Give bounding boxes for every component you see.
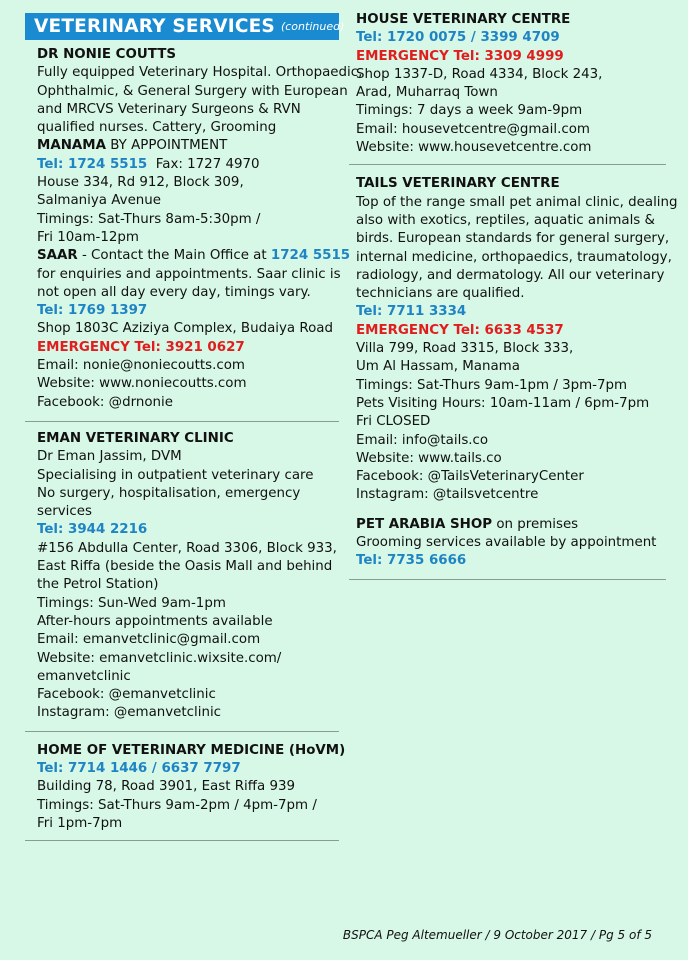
timings-line: Fri 10am-12pm (37, 229, 139, 245)
desc-line: Ophthalmic, & General Surgery with European (37, 83, 348, 99)
emergency-tel[interactable]: EMERGENCY Tel: 6633 4537 (356, 322, 564, 338)
info-line: After-hours appointments available (37, 613, 273, 629)
timings-line: Timings: 7 days a week 9am-9pm (356, 103, 583, 119)
facebook-line[interactable]: Facebook: @emanvetclinic (37, 687, 216, 703)
entry-name: DR NONIE COUTTS (37, 47, 176, 62)
timings-line: Fri 1pm-7pm (37, 815, 123, 831)
manama-line (37, 137, 339, 155)
entry-hovm (25, 742, 346, 833)
desc-line: Top of the range small pet animal clinic, dealing (356, 194, 678, 210)
tel-link[interactable]: Tel: 7735 6666 (356, 553, 467, 569)
info-line: No surgery, hospitalisation, emergency (37, 485, 301, 501)
email-line[interactable]: Email: info@tails.co (356, 432, 489, 448)
entry-name: TAILS VETERINARY CENTRE (356, 176, 560, 192)
right-column (349, 0, 678, 580)
saar-more-line: not open all day every day, timings vary. (37, 284, 311, 300)
desc-line: qualified nurses. Cattery, Grooming (37, 120, 277, 136)
fax-text: Fax: 1727 4970 (147, 156, 260, 172)
desc-line: and MRCVS Veterinary Surgeons & RVN (37, 101, 301, 117)
location-label: MANAMA (37, 138, 106, 154)
address-line: House 334, Rd 912, Block 309, (37, 175, 244, 191)
website-line[interactable]: Website: www.tails.co (356, 450, 502, 466)
website-line[interactable]: Website: www.housevetcentre.com (356, 140, 592, 156)
info-line: Dr Eman Jassim, DVM (37, 449, 182, 465)
address-line: Building 78, Road 3901, East Riffa 939 (37, 779, 295, 795)
divider (25, 421, 339, 422)
saar-text: - Contact the Main Office at (77, 248, 271, 264)
tel-link[interactable]: Tel: 1724 5515 (37, 156, 148, 172)
shop-line (356, 516, 666, 534)
timings-line: Timings: Sat-Thurs 9am-2pm / 4pm-7pm / (37, 797, 317, 813)
desc-line: internal medicine, orthopaedics, traumatology, (356, 249, 672, 265)
saar-more-line: for enquiries and appointments. Saar clinic is (37, 266, 341, 282)
desc-line: technicians are qualified. (356, 286, 525, 302)
entry-name: EMAN VETERINARY CLINIC (37, 430, 234, 446)
tel-link[interactable]: 1724 5515 (270, 248, 351, 264)
instagram-line[interactable]: Instagram: @emanvetclinic (37, 705, 222, 721)
timings-line: Timings: Sat-Thurs 9am-1pm / 3pm-7pm (356, 377, 628, 393)
info-line: services (37, 504, 92, 520)
shop-name: PET ARABIA SHOP (356, 516, 493, 532)
emergency-tel[interactable]: EMERGENCY Tel: 3921 0627 (37, 339, 245, 355)
divider (25, 731, 339, 732)
address-line: #156 Abdulla Center, Road 3306, Block 933, (37, 540, 337, 556)
address-line: Salmaniya Avenue (37, 193, 162, 209)
tel-link[interactable]: Tel: 1769 1397 (37, 303, 148, 319)
email-line[interactable]: Email: nonie@noniecoutts.com (37, 358, 245, 374)
desc-line: birds. European standards for general surgery, (356, 231, 670, 247)
tel-link[interactable]: Tel: 7714 1446 / 6637 7797 (37, 760, 241, 776)
banner-continued: (continued) (280, 20, 345, 33)
page-footer: BSPCA Peg Altemueller / 9 October 2017 / Pg 5 of 5 (342, 928, 652, 942)
entry-eman-veterinary-clinic (25, 430, 339, 723)
tel-link[interactable]: Tel: 1720 0075 / 3399 4709 (356, 30, 560, 46)
facebook-line[interactable]: Facebook: @drnonie (37, 394, 173, 410)
website-line[interactable]: emanvetclinic (37, 668, 131, 684)
info-line: Specialising in outpatient veterinary care (37, 467, 314, 483)
email-line[interactable]: Email: housevetcentre@gmail.com (356, 121, 590, 137)
desc-line: also with exotics, reptiles, aquatic animals & (356, 212, 655, 228)
desc-line: Fully equipped Veterinary Hospital. Orthopaedic, (37, 65, 363, 81)
shop-info-line: Grooming services available by appointment (356, 535, 657, 551)
shop-note: on premises (492, 516, 579, 532)
timings-line: Timings: Sun-Wed 9am-1pm (37, 595, 226, 611)
banner-title: VETERINARY SERVICES (34, 16, 275, 37)
location-label: SAAR (37, 248, 78, 264)
divider (349, 164, 666, 165)
section-banner (25, 13, 345, 40)
left-column (25, 0, 363, 841)
emergency-tel[interactable]: EMERGENCY Tel: 3309 4999 (356, 48, 564, 64)
desc-line: radiology, and dermatology. All our veterinary (356, 267, 665, 283)
entry-dr-nonie-coutts (25, 46, 363, 412)
tel-fax-line (37, 156, 339, 174)
tel-link[interactable]: Tel: 3944 2216 (37, 522, 148, 538)
divider (25, 840, 339, 841)
address-line: the Petrol Station) (37, 577, 159, 593)
address-line: Shop 1803C Aziziya Complex, Budaiya Road (37, 321, 333, 337)
address-line: Arad, Muharraq Town (356, 85, 498, 101)
address-line: East Riffa (beside the Oasis Mall and behind (37, 559, 333, 575)
entry-name: HOUSE VETERINARY CENTRE (356, 12, 571, 27)
instagram-line[interactable]: Instagram: @tailsvetcentre (356, 487, 539, 503)
timings-line: Timings: Sat-Thurs 8am-5:30pm / (37, 211, 261, 227)
tel-link[interactable]: Tel: 7711 3334 (356, 304, 467, 320)
divider (349, 579, 666, 580)
address-line: Villa 799, Road 3315, Block 333, (356, 341, 574, 357)
email-line[interactable]: Email: emanvetclinic@gmail.com (37, 632, 261, 648)
entry-house-veterinary-centre (349, 11, 666, 157)
timings-line: Fri CLOSED (356, 414, 431, 430)
saar-line (37, 247, 351, 265)
address-line: Shop 1337-D, Road 4334, Block 243, (356, 66, 603, 82)
entry-tails-veterinary-centre (349, 175, 678, 570)
entry-name: HOME OF VETERINARY MEDICINE (HoVM) (37, 742, 346, 758)
website-line[interactable]: Website: www.noniecoutts.com (37, 376, 247, 392)
visiting-hours-line: Pets Visiting Hours: 10am-11am / 6pm-7pm (356, 395, 650, 411)
website-line[interactable]: Website: emanvetclinic.wixsite.com/ (37, 650, 282, 666)
address-line: Um Al Hassam, Manama (356, 359, 520, 375)
facebook-line[interactable]: Facebook: @TailsVeterinaryCenter (356, 469, 584, 485)
location-note: BY APPOINTMENT (105, 138, 228, 154)
